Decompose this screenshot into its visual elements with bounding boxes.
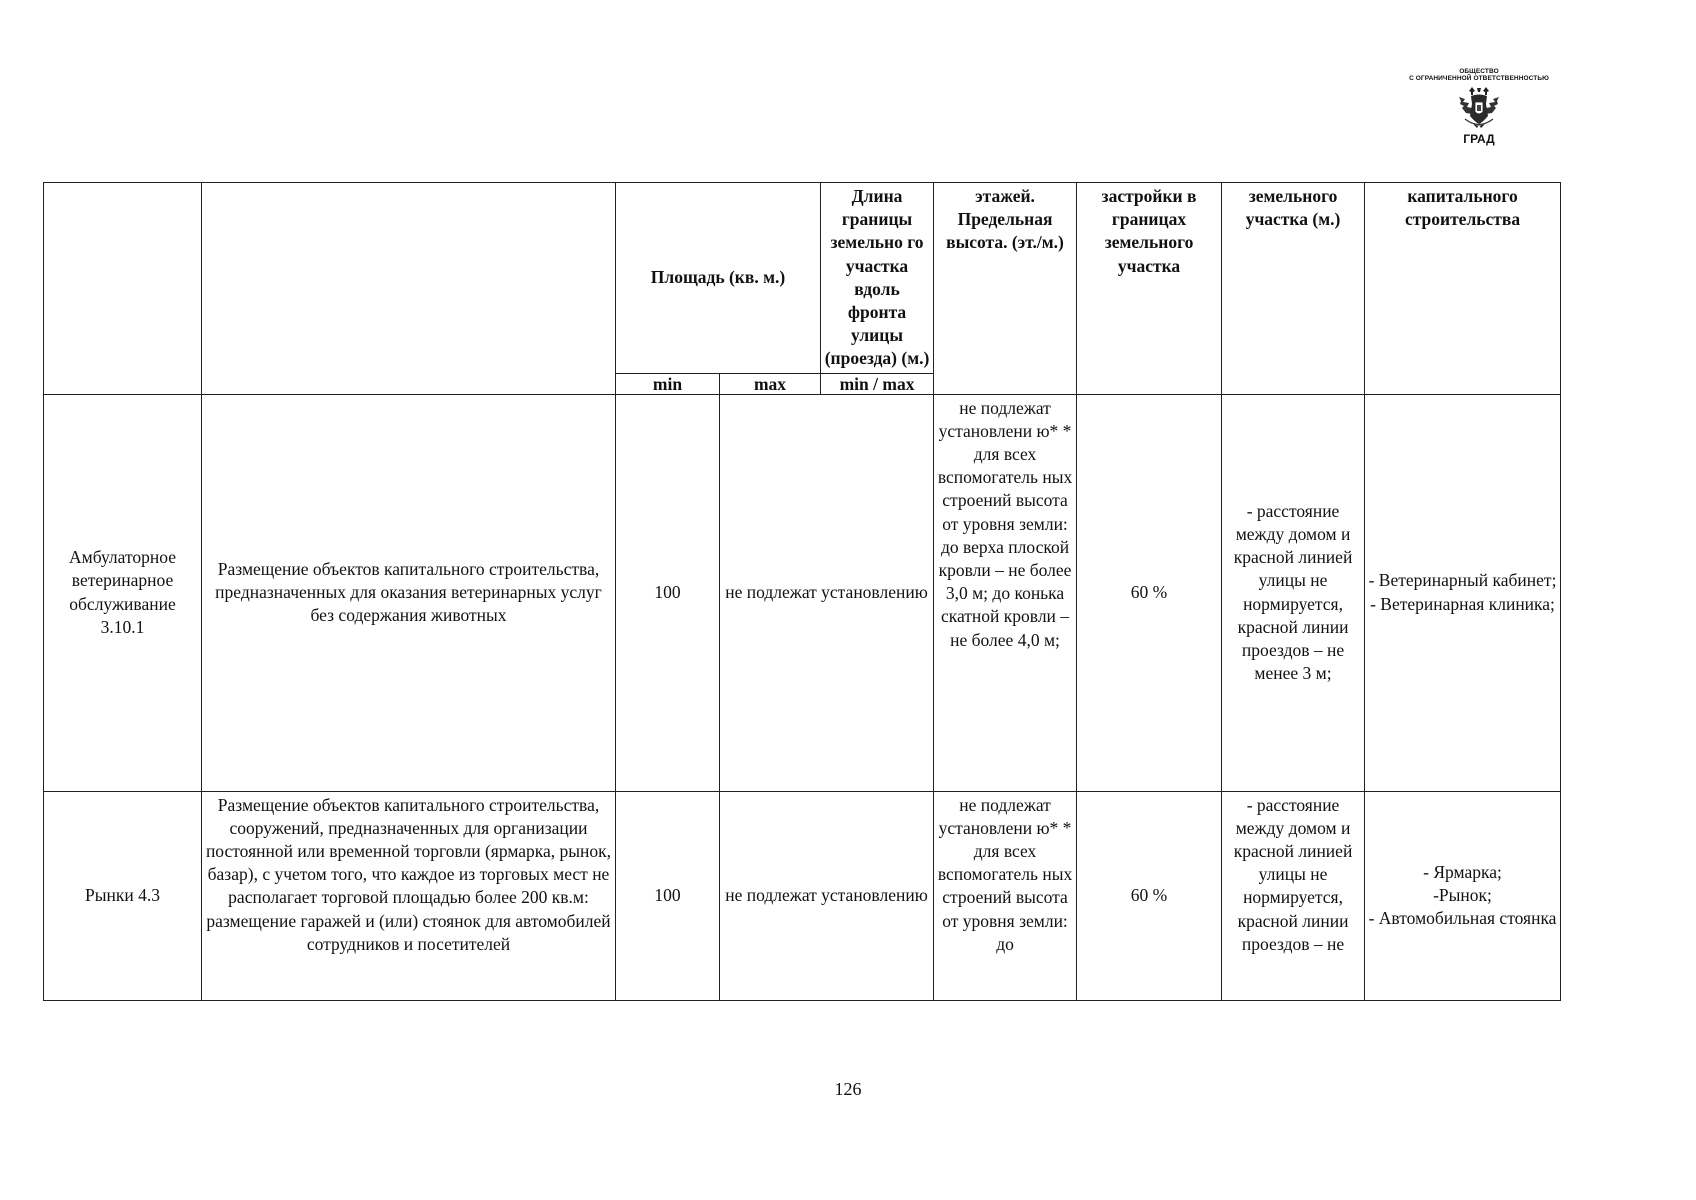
company-logo — [1392, 68, 1566, 154]
row-coverage: 60 % — [1077, 791, 1222, 1000]
header-cell-description — [202, 183, 616, 395]
header-objects: капитального строительства — [1365, 183, 1561, 395]
row-coverage: 60 % — [1077, 394, 1222, 791]
logo-company-name: ГРАД — [1463, 132, 1495, 146]
header-area: Площадь (кв. м.) — [616, 183, 821, 374]
logo-org-line1: ОБЩЕСТВО — [1459, 68, 1499, 75]
logo-org-line2: С ОГРАНИЧЕННОЙ ОТВЕТСТВЕННОСТЬЮ — [1409, 75, 1549, 82]
object-item: - Ярмарка; — [1423, 861, 1502, 882]
object-item: - Ветеринарный кабинет; — [1368, 570, 1557, 591]
object-item: -Рынок; — [1433, 885, 1492, 906]
object-item: - Автомобильная стоянка — [1368, 908, 1557, 929]
row-max-frontage: не подлежат установлению — [720, 394, 934, 791]
table-header-row — [44, 183, 1561, 374]
double-headed-eagle-icon — [1455, 84, 1503, 132]
row-area-min: 100 — [616, 394, 720, 791]
land-use-regulations-table — [43, 182, 1561, 1001]
header-frontage: Длина границы земельно го участка вдоль фронта улицы (проезда) (м.) — [821, 183, 934, 374]
page-number: 126 — [834, 1079, 862, 1099]
row-name: Рынки 4.3 — [44, 791, 202, 1000]
row-objects — [1365, 394, 1561, 791]
row-description: Размещение объектов капитального строительства, сооружений, предназначенных для организации постоянной или временной торговли (ярмарка, рынок, базар), с учетом того, что каждое из торговых мест не располагает торговой площадью более 200 кв.м: размещение гаражей и (или) стоянок для автомобилей сотрудников и посетителей — [202, 791, 616, 1000]
header-min: min — [616, 373, 720, 394]
row-description: Размещение объектов капитального строительства, предназначенных для оказания ветеринарных услуг без содержания животных — [202, 394, 616, 791]
row-floors: не подлежат установлени ю* * для всех вспомогатель ных строений высота от уровня земли: до — [934, 791, 1077, 1000]
header-floors: этажей. Предельная высота. (эт./м.) — [934, 183, 1077, 395]
row-area-min: 100 — [616, 791, 720, 1000]
header-setback: земельного участка (м.) — [1222, 183, 1365, 395]
row-setback: - расстояние между домом и красной линией улицы не нормируется, красной линии проездов – не — [1222, 791, 1365, 1000]
header-coverage: застройки в границах земельного участка — [1077, 183, 1222, 395]
header-max: max — [720, 373, 821, 394]
header-minmax: min / max — [821, 373, 934, 394]
table-row — [44, 394, 1561, 791]
header-cell-name — [44, 183, 202, 395]
object-item: - Ветеринарная клиника; — [1370, 593, 1555, 614]
row-floors: не подлежат установлени ю* * для всех вспомогатель ных строений высота от уровня земли: до верха плоской кровли – не более 3,0 м; до конька скатной кровли – не более 4,0 м; — [934, 394, 1077, 791]
row-setback: - расстояние между домом и красной линией улицы не нормируется, красной линии проездов – не менее 3 м; — [1222, 394, 1365, 791]
row-max-frontage: не подлежат установлению — [720, 791, 934, 1000]
table-row — [44, 791, 1561, 1000]
row-objects — [1365, 791, 1561, 1000]
row-name: Амбулаторное ветеринарное обслуживание 3.10.1 — [44, 394, 202, 791]
